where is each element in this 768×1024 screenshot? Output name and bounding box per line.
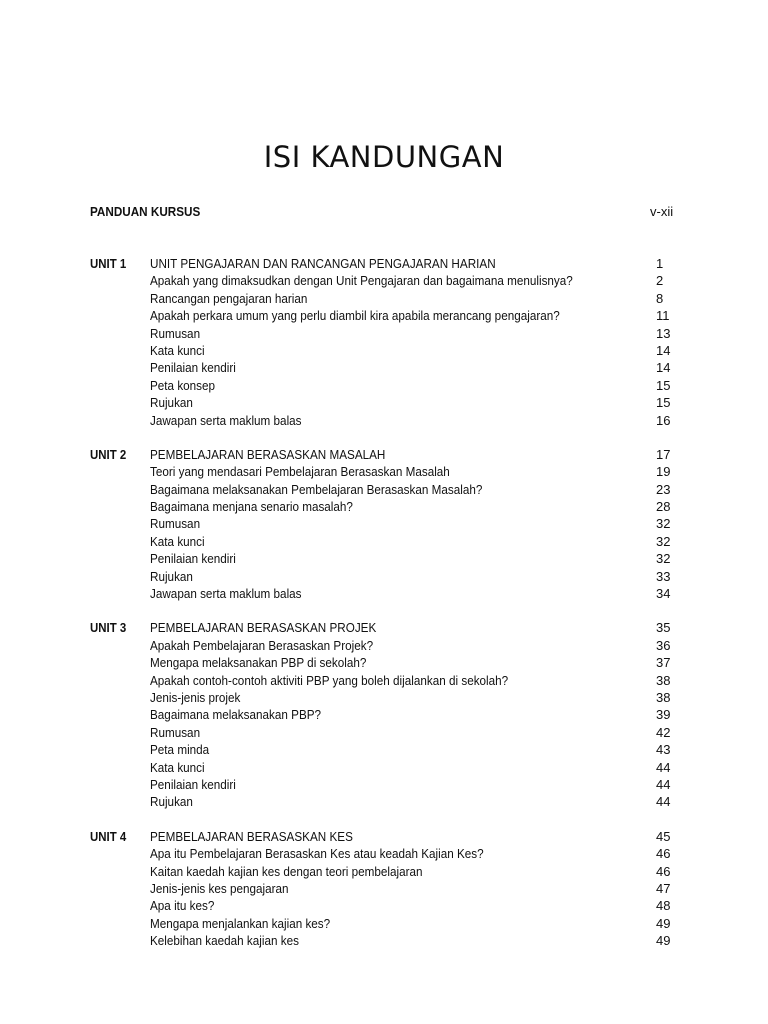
toc-entry-page: 43	[656, 742, 671, 758]
toc-entry	[150, 863, 680, 880]
unit-entries	[150, 255, 680, 429]
toc-entry-title: Rancangan pengajaran harian	[150, 290, 308, 306]
toc-entry-title: Jenis-jenis projek	[150, 689, 241, 705]
toc-entry	[150, 290, 680, 307]
toc-entry-page: 32	[656, 533, 671, 549]
toc-entry-page: 1	[656, 256, 664, 271]
toc-entry	[150, 342, 680, 359]
toc-entry	[150, 776, 680, 793]
unit-heading-row	[150, 255, 680, 272]
toc-entry	[150, 412, 680, 429]
toc-entry-title: UNIT PENGAJARAN DAN RANCANGAN PENGAJARAN HARIAN	[150, 256, 496, 271]
toc-entry-title: Penilaian kendiri	[150, 551, 236, 567]
toc-entry-page: 49	[656, 915, 671, 931]
unit-block	[90, 619, 690, 810]
toc-entry	[150, 533, 680, 550]
toc-entry-title: Bagaimana melaksanakan PBP?	[150, 707, 322, 723]
toc-entry-page: 11	[656, 308, 670, 324]
unit-block	[90, 255, 690, 429]
table-of-contents	[90, 255, 690, 966]
toc-entry-page: 44	[656, 776, 671, 792]
toc-entry	[150, 325, 680, 342]
toc-entry-title: Bagaimana melaksanakan Pembelajaran Berasaskan Masalah?	[150, 481, 483, 497]
toc-entry-page: 13	[656, 325, 671, 341]
unit-block	[90, 446, 690, 603]
unit-block	[90, 828, 690, 950]
unit-label: UNIT 4	[90, 828, 127, 844]
toc-entry-page: 46	[656, 846, 671, 862]
toc-entry-title: Bagaimana menjana senario masalah?	[150, 499, 353, 515]
unit-label: UNIT 1	[90, 256, 127, 271]
unit-heading-row	[150, 619, 680, 636]
toc-entry	[150, 394, 680, 411]
toc-entry	[150, 498, 680, 515]
toc-entry-page: 14	[656, 342, 671, 358]
toc-entry-page: 39	[656, 707, 671, 723]
toc-entry-title: Peta minda	[150, 742, 210, 758]
toc-entry	[150, 880, 680, 897]
toc-entry-page: 2	[656, 273, 664, 289]
toc-entry	[150, 845, 680, 862]
toc-entry-title: Kaitan kaedah kajian kes dengan teori pembelajaran	[150, 863, 423, 879]
toc-entry-title: Jawapan serta maklum balas	[150, 412, 302, 428]
toc-entry-page: 16	[656, 412, 671, 428]
toc-entry-title: Kelebihan kaedah kajian kes	[150, 933, 299, 949]
toc-entry	[150, 654, 680, 671]
toc-entry	[150, 915, 680, 932]
toc-entry-page: 42	[656, 724, 671, 740]
toc-entry-page: 14	[656, 360, 671, 376]
toc-entry-page: 44	[656, 794, 671, 810]
unit-entries	[150, 828, 680, 950]
toc-entry-title: PEMBELAJARAN BERASASKAN MASALAH	[150, 446, 386, 462]
toc-entry	[150, 793, 680, 810]
toc-entry-title: Jenis-jenis kes pengajaran	[150, 880, 289, 896]
toc-entry	[150, 481, 680, 498]
toc-entry-title: Kata kunci	[150, 533, 205, 549]
toc-entry	[150, 515, 680, 532]
toc-entry-title: Rumusan	[150, 325, 201, 341]
page-title: ISI KANDUNGAN	[263, 140, 505, 174]
toc-entry-page: 38	[656, 689, 671, 705]
toc-entry-title: Penilaian kendiri	[150, 360, 236, 376]
unit-label: UNIT 2	[90, 446, 127, 462]
toc-entry-page: 32	[656, 551, 671, 567]
toc-entry-title: PEMBELAJARAN BERASASKAN KES	[150, 828, 353, 844]
course-guide-row	[90, 204, 678, 222]
toc-entry-title: Apakah yang dimaksudkan dengan Unit Pengajaran dan bagaimana menulisnya?	[150, 273, 573, 289]
toc-entry-title: Apakah perkara umum yang perlu diambil kira apabila merancang pengajaran?	[150, 308, 560, 324]
toc-entry-page: 44	[656, 759, 671, 775]
unit-entries	[150, 619, 680, 810]
toc-entry-title: Mengapa melaksanakan PBP di sekolah?	[150, 655, 367, 671]
toc-entry-page: 15	[656, 395, 671, 411]
toc-entry-page: 23	[656, 481, 671, 497]
toc-entry-page: 17	[656, 446, 671, 462]
toc-entry	[150, 672, 680, 689]
toc-entry-page: 49	[656, 933, 671, 949]
toc-entry-title: Apa itu kes?	[150, 898, 215, 914]
toc-entry-page: 15	[656, 377, 671, 393]
toc-entry	[150, 550, 680, 567]
toc-entry	[150, 272, 680, 289]
toc-entry-title: Mengapa menjalankan kajian kes?	[150, 915, 331, 931]
toc-entry-title: Rujukan	[150, 568, 193, 584]
toc-entry-title: Rumusan	[150, 516, 201, 532]
toc-entry-title: Rujukan	[150, 395, 193, 411]
toc-entry-page: 8	[656, 290, 664, 306]
toc-entry	[150, 377, 680, 394]
toc-entry-title: Apa itu Pembelajaran Berasaskan Kes atau keadah Kajian Kes?	[150, 846, 484, 862]
unit-heading-row	[150, 828, 680, 845]
unit-entries	[150, 446, 680, 603]
toc-entry-page: 32	[656, 516, 671, 532]
unit-heading-row	[150, 446, 680, 463]
toc-entry-page: 34	[656, 586, 671, 602]
toc-entry-title: Rumusan	[150, 724, 201, 740]
toc-entry	[150, 759, 680, 776]
toc-entry	[150, 741, 680, 758]
toc-entry-page: 37	[656, 655, 671, 671]
toc-entry	[150, 637, 680, 654]
toc-entry-title: Jawapan serta maklum balas	[150, 586, 302, 602]
course-guide-label: PANDUAN KURSUS	[90, 204, 201, 219]
toc-entry	[150, 724, 680, 741]
toc-entry-title: Teori yang mendasari Pembelajaran Berasaskan Masalah	[150, 464, 450, 480]
toc-entry	[150, 463, 680, 480]
toc-entry-page: 35	[656, 620, 671, 636]
toc-entry-page: 47	[656, 880, 671, 896]
toc-entry-page: 38	[656, 672, 671, 688]
toc-entry	[150, 897, 680, 914]
toc-entry-page: 33	[656, 568, 671, 584]
toc-entry	[150, 932, 680, 949]
toc-entry-title: Apakah contoh-contoh aktiviti PBP yang boleh dijalankan di sekolah?	[150, 672, 509, 688]
toc-entry-title: Peta konsep	[150, 377, 216, 393]
toc-entry	[150, 585, 680, 602]
toc-entry-title: Kata kunci	[150, 342, 205, 358]
toc-entry	[150, 359, 680, 376]
toc-entry-page: 48	[656, 898, 671, 914]
toc-entry	[150, 568, 680, 585]
toc-entry	[150, 689, 680, 706]
toc-entry-page: 28	[656, 499, 671, 515]
toc-entry-page: 45	[656, 828, 671, 844]
toc-entry	[150, 307, 680, 324]
toc-entry-title: Kata kunci	[150, 759, 205, 775]
toc-entry-title: Rujukan	[150, 794, 193, 810]
course-guide-pages: v-xii	[650, 204, 674, 219]
toc-entry-page: 19	[656, 464, 671, 480]
toc-entry-title: Apakah Pembelajaran Berasaskan Projek?	[150, 637, 374, 653]
toc-entry-title: Penilaian kendiri	[150, 776, 236, 792]
toc-entry-page: 36	[656, 637, 671, 653]
toc-entry	[150, 706, 680, 723]
toc-entry-page: 46	[656, 863, 671, 879]
toc-entry-title: PEMBELAJARAN BERASASKAN PROJEK	[150, 620, 377, 636]
unit-label: UNIT 3	[90, 620, 127, 636]
